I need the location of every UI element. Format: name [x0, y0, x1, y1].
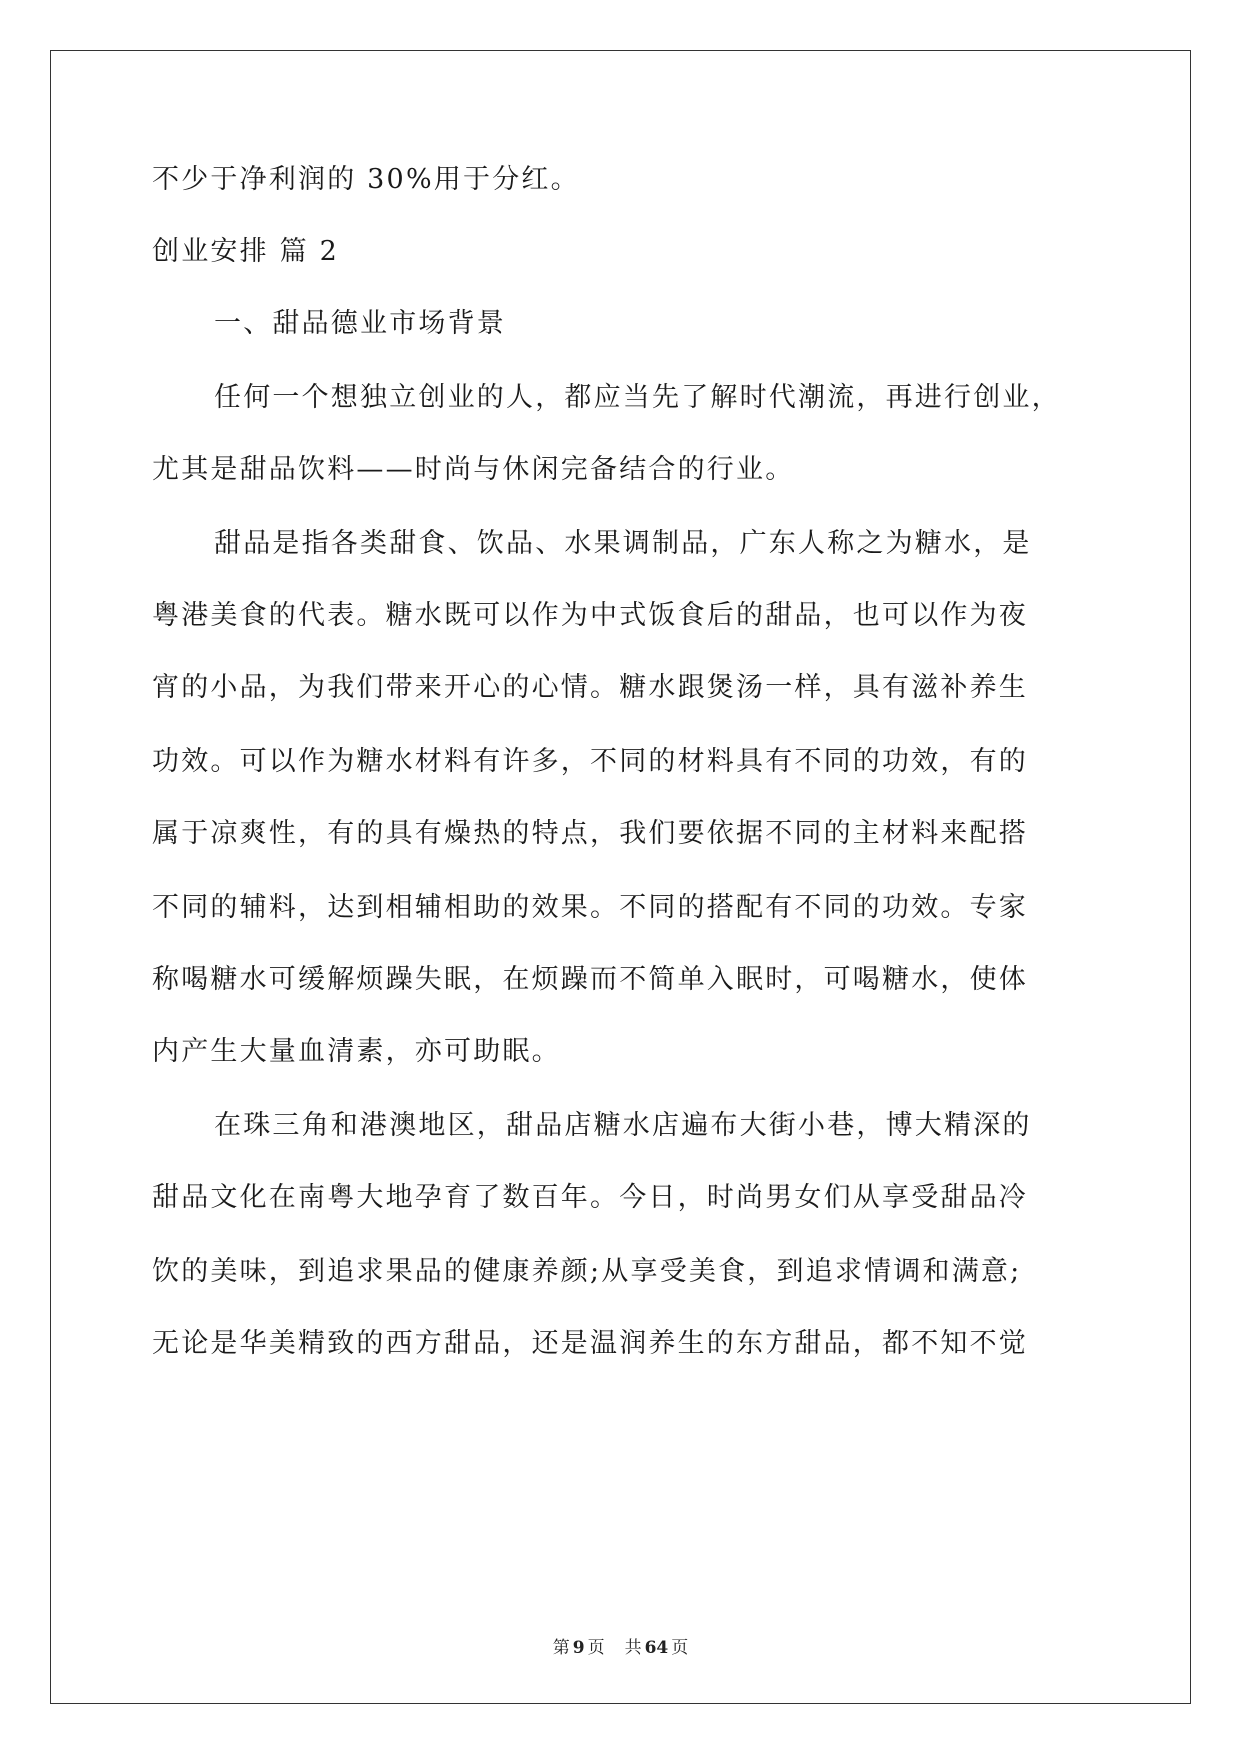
text-line: 内产生大量血清素，亦可助眠。	[152, 1036, 561, 1067]
page-suffix: 页	[587, 1638, 605, 1658]
text-line: 功效。可以作为糖水材料有许多，不同的材料具有不同的功效，有的	[152, 746, 1028, 777]
text-line: 无论是华美精致的西方甜品，还是温润养生的东方甜品，都不知不觉	[152, 1328, 1028, 1359]
page-footer	[0, 1633, 1241, 1658]
text-line: 在珠三角和港澳地区，甜品店糖水店遍布大街小巷，博大精深的	[214, 1110, 1032, 1141]
total-pages: 64	[644, 1638, 669, 1658]
subsection-heading: 一、甜品德业市场背景	[214, 308, 506, 339]
text-line: 不同的辅料，达到相辅相助的效果。不同的搭配有不同的功效。专家	[152, 892, 1028, 923]
text-line: 不少于净利润的 30%用于分红。	[152, 164, 580, 195]
total-prefix: 共	[624, 1638, 642, 1658]
text-line: 粤港美食的代表。糖水既可以作为中式饭食后的甜品，也可以作为夜	[152, 600, 1028, 631]
page-border	[50, 50, 1191, 1704]
text-line: 称喝糖水可缓解烦躁失眠，在烦躁而不简单入眠时，可喝糖水，使体	[152, 964, 1028, 995]
text-line: 甜品是指各类甜食、饮品、水果调制品，广东人称之为糖水，是	[214, 528, 1032, 559]
page-number: 9	[572, 1638, 585, 1658]
total-suffix: 页	[671, 1638, 689, 1658]
text-line: 甜品文化在南粤大地孕育了数百年。今日，时尚男女们从享受甜品冷	[152, 1182, 1028, 1213]
text-line: 任何一个想独立创业的人，都应当先了解时代潮流，再进行创业，	[214, 382, 1061, 413]
page-prefix: 第	[552, 1638, 570, 1658]
text-line: 属于凉爽性，有的具有燥热的特点，我们要依据不同的主材料来配搭	[152, 818, 1028, 849]
section-heading: 创业安排 篇 2	[152, 236, 339, 267]
text-line: 尤其是甜品饮料——时尚与休闲完备结合的行业。	[152, 454, 795, 485]
text-line: 宵的小品，为我们带来开心的心情。糖水跟煲汤一样，具有滋补养生	[152, 672, 1028, 703]
text-line: 饮的美味，到追求果品的健康养颜;从享受美食，到追求情调和满意;	[152, 1256, 1022, 1287]
